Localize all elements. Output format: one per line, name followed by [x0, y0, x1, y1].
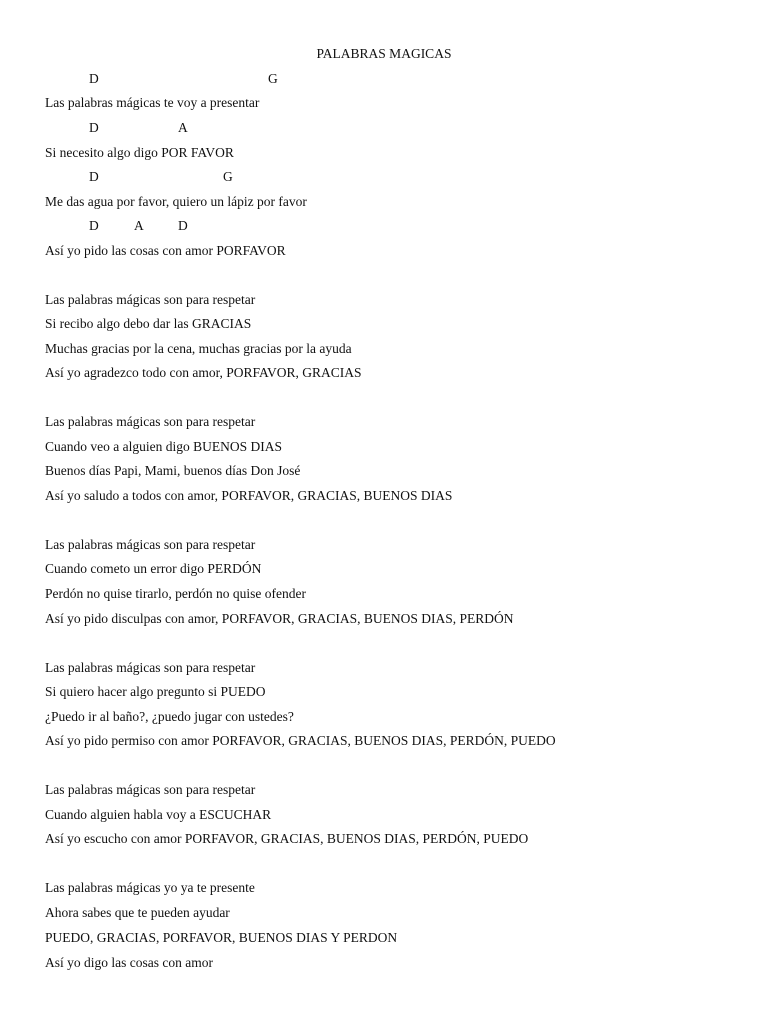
- lyric-line: Así yo saludo a todos con amor, PORFAVOR, GRACIAS, BUENOS DIAS: [45, 488, 453, 503]
- lyric-line: Así yo pido disculpas con amor, PORFAVOR, GRACIAS, BUENOS DIAS, PERDÓN: [45, 611, 514, 626]
- lyric-line: Las palabras mágicas son para respetar: [45, 537, 256, 552]
- lyric-line: Cuando veo a alguien digo BUENOS DIAS: [45, 439, 282, 454]
- chord: A: [178, 120, 188, 135]
- lyric-line: Si quiero hacer algo pregunto si PUEDO: [45, 684, 266, 699]
- lyric-line: Así yo digo las cosas con amor: [45, 955, 213, 970]
- chord: A: [134, 218, 144, 233]
- lyric-line: ¿Puedo ir al baño?, ¿puedo jugar con ustedes?: [45, 709, 294, 724]
- lyric-line: Cuando cometo un error digo PERDÓN: [45, 561, 262, 576]
- lyric-line: Ahora sabes que te pueden ayudar: [45, 905, 230, 920]
- chord: D: [89, 71, 99, 86]
- lyric-line: Buenos días Papi, Mami, buenos días Don José: [45, 463, 301, 478]
- lyric-line: Así yo agradezco todo con amor, PORFAVOR, GRACIAS: [45, 365, 362, 380]
- chord: G: [223, 169, 233, 184]
- lyric-line: Las palabras mágicas te voy a presentar: [45, 95, 260, 110]
- lyric-line: PUEDO, GRACIAS, PORFAVOR, BUENOS DIAS Y PERDON: [45, 930, 398, 945]
- lyric-line: Así yo escucho con amor PORFAVOR, GRACIAS, BUENOS DIAS, PERDÓN, PUEDO: [45, 831, 529, 846]
- chord: D: [178, 218, 188, 233]
- lyric-line: Las palabras mágicas son para respetar: [45, 782, 256, 797]
- lyric-line: Si recibo algo debo dar las GRACIAS: [45, 316, 252, 331]
- lyric-line: Cuando alguien habla voy a ESCUCHAR: [45, 807, 272, 822]
- lyric-line: Las palabras mágicas son para respetar: [45, 660, 256, 675]
- chord: D: [89, 169, 99, 184]
- chord: D: [89, 218, 99, 233]
- lyric-line: Así yo pido permiso con amor PORFAVOR, GRACIAS, BUENOS DIAS, PERDÓN, PUEDO: [45, 733, 556, 748]
- song-title: PALABRAS MAGICAS: [316, 46, 452, 61]
- lyric-line: Las palabras mágicas son para respetar: [45, 414, 256, 429]
- chord: G: [268, 71, 278, 86]
- lyric-line: Muchas gracias por la cena, muchas gracias por la ayuda: [45, 341, 352, 356]
- lyric-line: Las palabras mágicas son para respetar: [45, 292, 256, 307]
- lyric-line: Las palabras mágicas yo ya te presente: [45, 880, 255, 895]
- lyric-line: Perdón no quise tirarlo, perdón no quise ofender: [45, 586, 306, 601]
- chord: D: [89, 120, 99, 135]
- lyric-line: Así yo pido las cosas con amor PORFAVOR: [45, 243, 286, 258]
- lyric-line: Me das agua por favor, quiero un lápiz por favor: [45, 194, 307, 209]
- lyric-line: Si necesito algo digo POR FAVOR: [45, 145, 234, 160]
